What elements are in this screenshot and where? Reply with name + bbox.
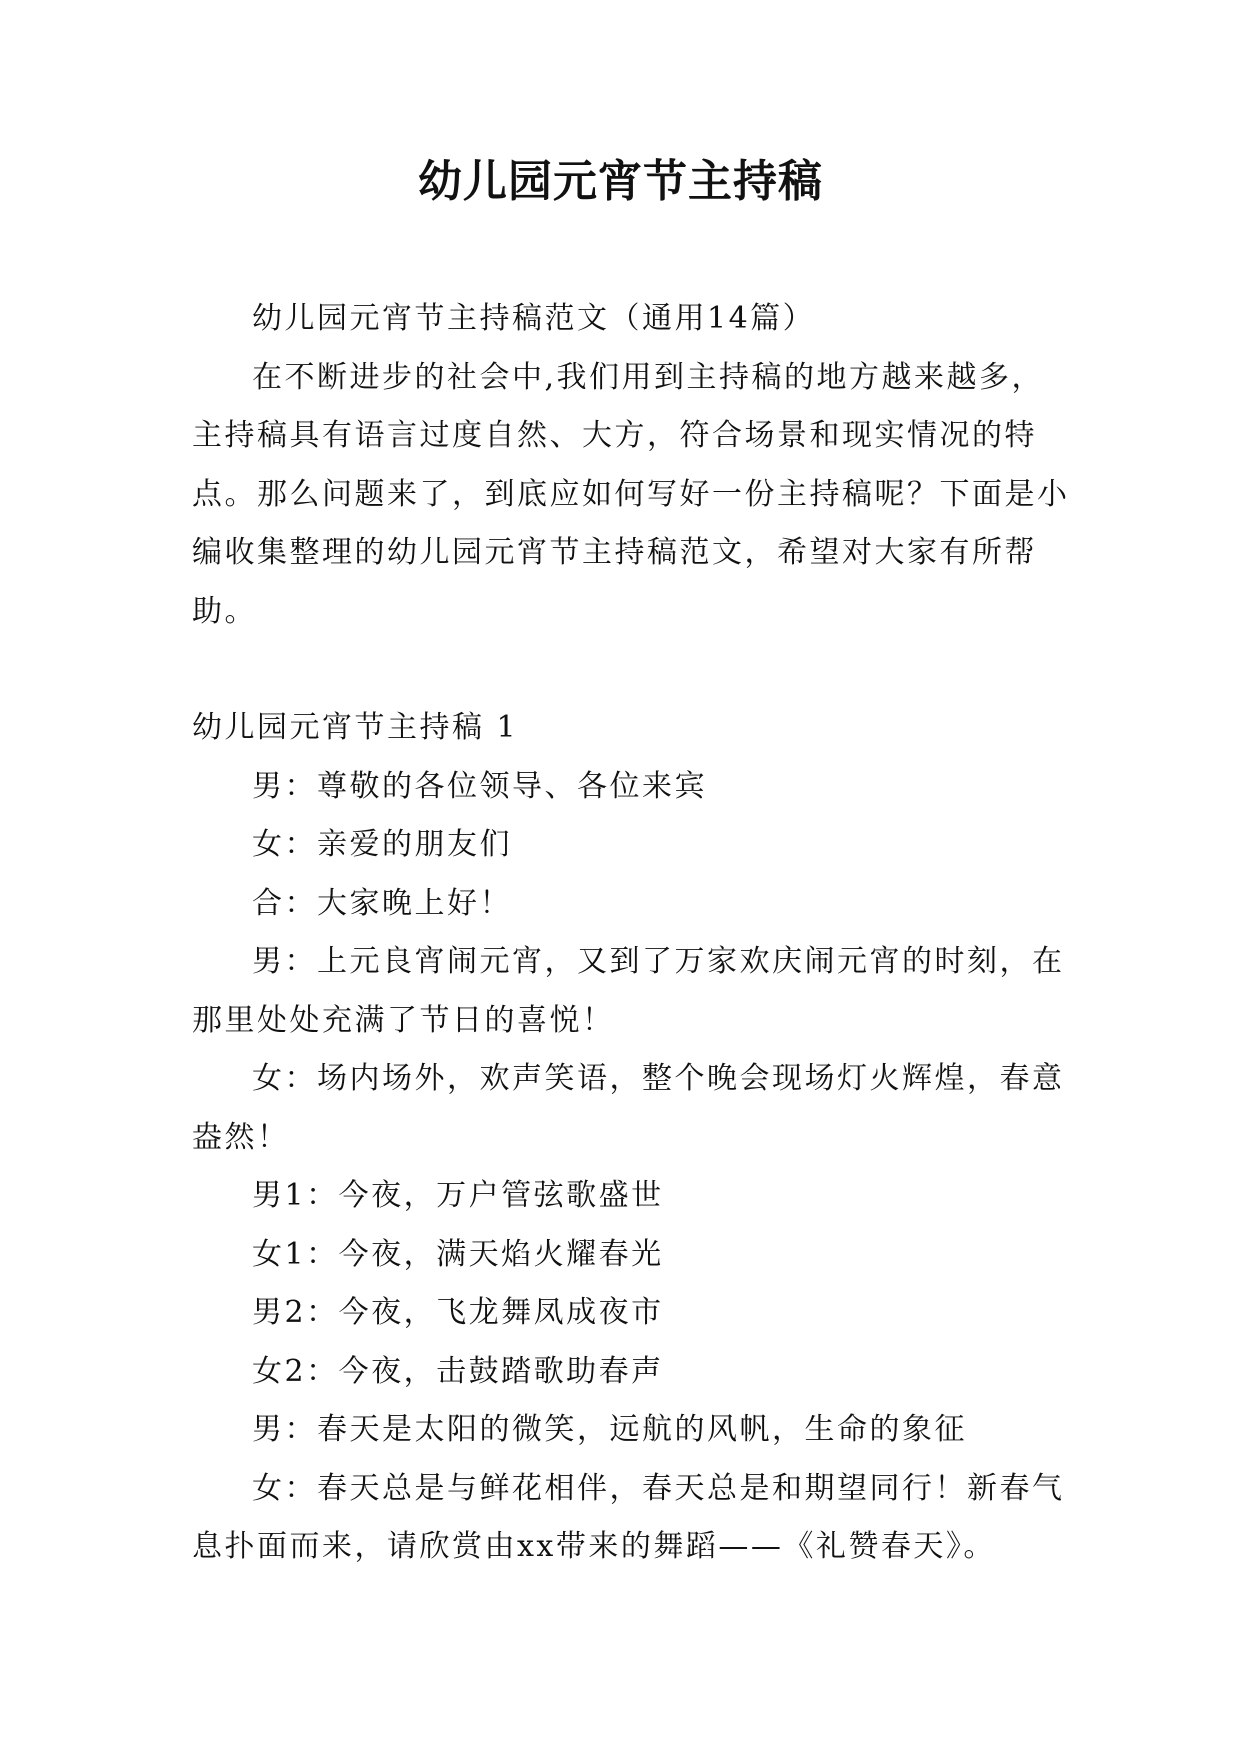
script-line: 女：春天总是与鲜花相伴，春天总是和期望同行！新春气息扑面而来，请欣赏由xx带来的舞蹈——《礼赞春天》。 [192,1470,1065,1564]
script-line: 合：大家晚上好！ [252,885,512,921]
script-line: 男：上元良宵闹元宵，又到了万家欢庆闹元宵的时刻，在那里处处充满了节日的喜悦！ [192,944,1065,1038]
script-line: 女1：今夜，满天焰火耀春光 [252,1236,664,1272]
script-line: 男1：今夜，万户管弦歌盛世 [252,1178,664,1213]
document-body [192,290,1072,1577]
script-line: 女：场内场外，欢声笑语，整个晚会现场灯火辉煌，春意盎然！ [192,1061,1065,1155]
intro-paragraph: 在不断进步的社会中,我们用到主持稿的地方越来越多，主持稿具有语言过度自然、大方，符合场景和现实情况的特点。那么问题来了，到底应如何写好一份主持稿呢？下面是小编收集整理的幼儿园元宵节主持稿范文，希望对大家有所帮助。 [192,359,1070,629]
section-heading: 幼儿园元宵节主持稿 1 [192,710,519,745]
script-line: 男：尊敬的各位领导、各位来宾 [252,768,707,804]
script-line: 男2：今夜，飞龙舞凤成夜市 [252,1295,664,1330]
document-title: 幼儿园元宵节主持稿 [418,156,823,207]
script-line: 女：亲爱的朋友们 [252,827,512,862]
section-spacer [192,641,1072,699]
intro-subtitle: 幼儿园元宵节主持稿范文（通用14篇） [252,301,816,336]
script-line: 女2：今夜，击鼓踏歌助春声 [252,1353,664,1389]
script-line: 男：春天是太阳的微笑，远航的风帆，生命的象征 [252,1412,967,1447]
